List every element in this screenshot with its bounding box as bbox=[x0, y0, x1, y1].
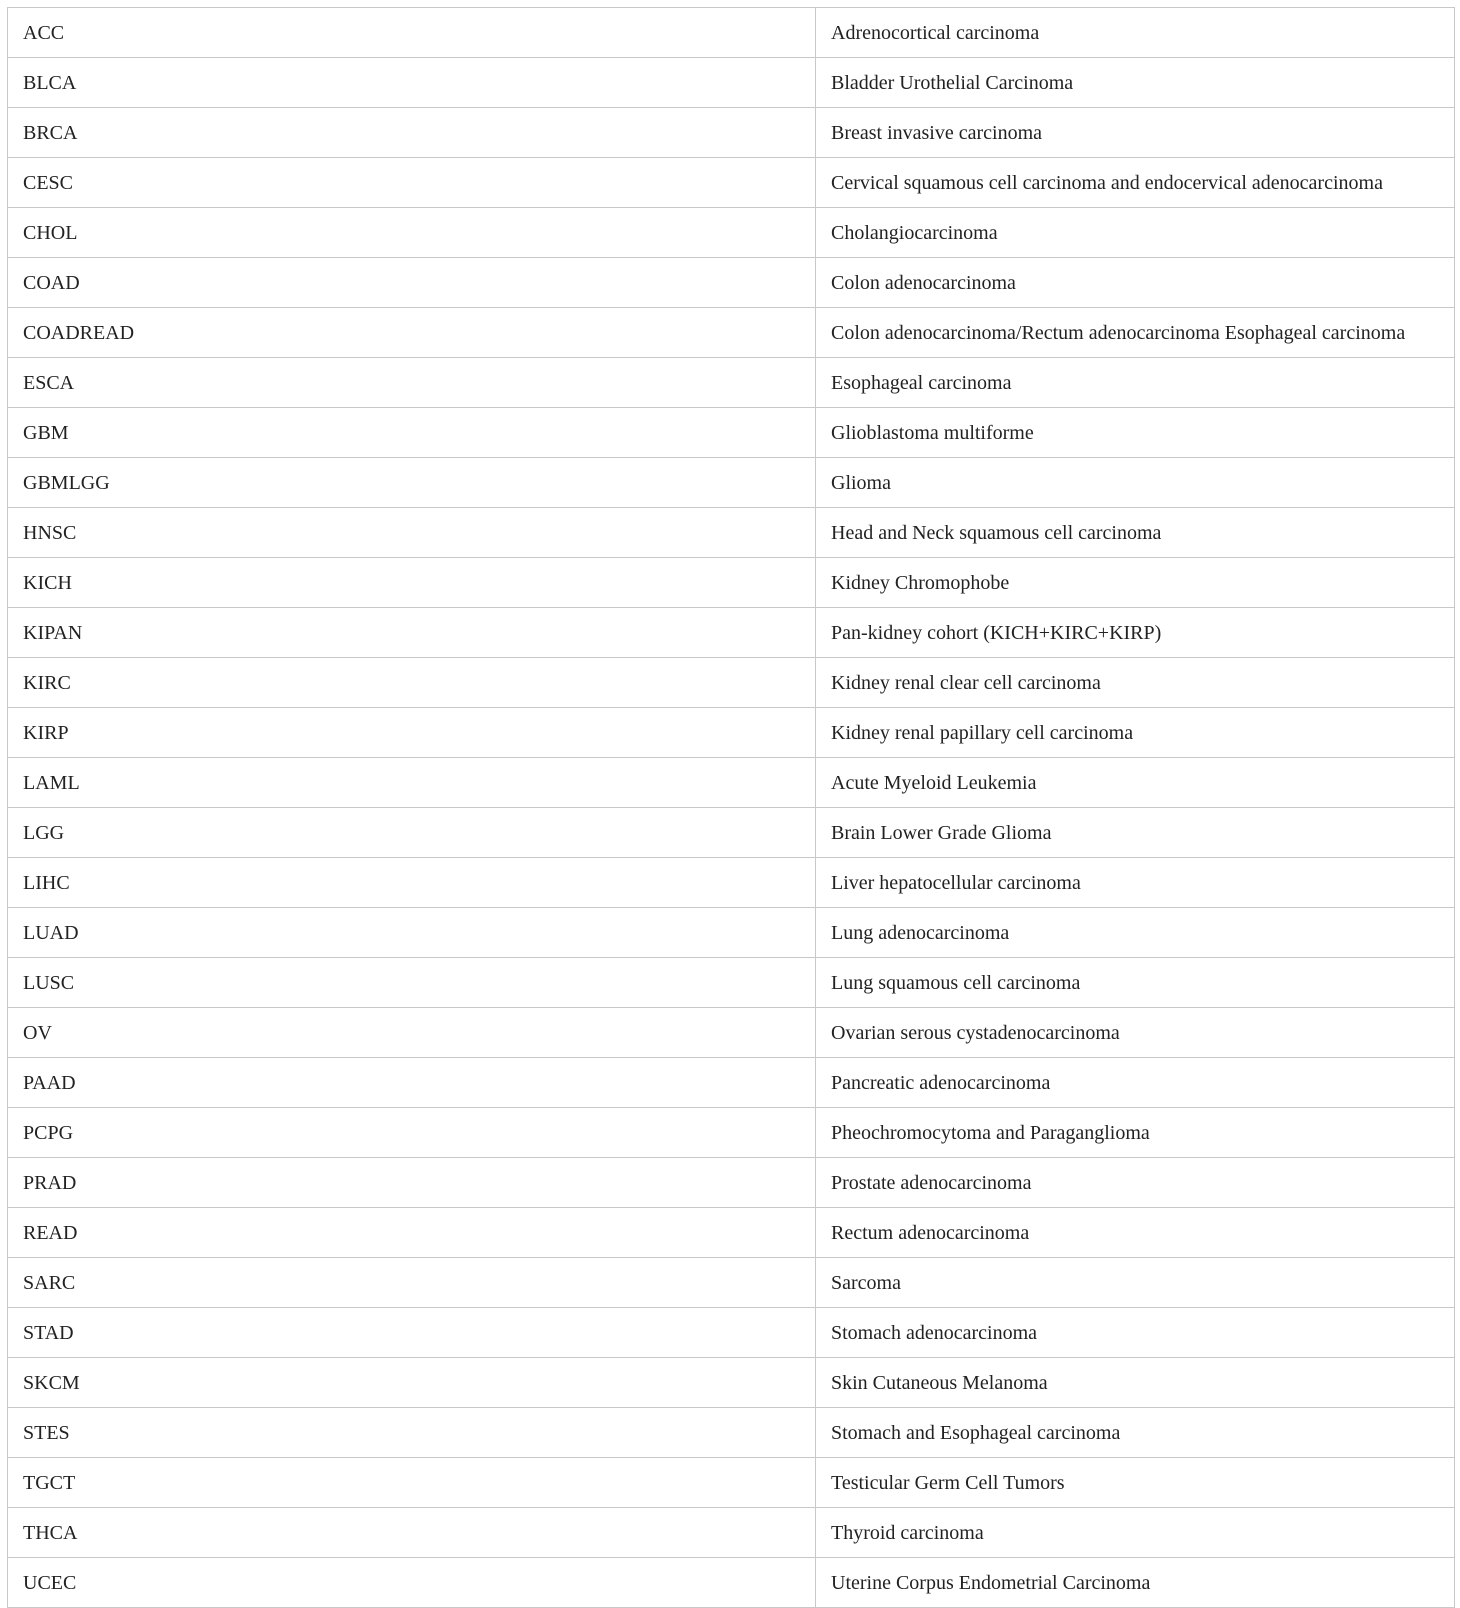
full-name-cell: Stomach adenocarcinoma bbox=[816, 1308, 1455, 1358]
table-row bbox=[8, 758, 1455, 808]
abbreviation-cell: KIPAN bbox=[8, 608, 816, 658]
abbreviation-cell: KICH bbox=[8, 558, 816, 608]
abbreviation-cell: KIRP bbox=[8, 708, 816, 758]
full-name-cell: Head and Neck squamous cell carcinoma bbox=[816, 508, 1455, 558]
abbreviation-cell: SARC bbox=[8, 1258, 816, 1308]
table-row bbox=[8, 1108, 1455, 1158]
full-name-cell: Cervical squamous cell carcinoma and endocervical adenocarcinoma bbox=[816, 158, 1455, 208]
table-row bbox=[8, 8, 1455, 58]
table-body bbox=[8, 8, 1455, 1608]
full-name-cell: Thyroid carcinoma bbox=[816, 1508, 1455, 1558]
full-name-cell: Kidney Chromophobe bbox=[816, 558, 1455, 608]
table-row bbox=[8, 1458, 1455, 1508]
table-row bbox=[8, 458, 1455, 508]
table-row bbox=[8, 858, 1455, 908]
full-name-cell: Sarcoma bbox=[816, 1258, 1455, 1308]
full-name-cell: Colon adenocarcinoma bbox=[816, 258, 1455, 308]
table-row bbox=[8, 958, 1455, 1008]
abbreviation-cell: GBMLGG bbox=[8, 458, 816, 508]
abbreviation-cell: GBM bbox=[8, 408, 816, 458]
table-row bbox=[8, 358, 1455, 408]
table-row bbox=[8, 908, 1455, 958]
abbreviation-cell: ACC bbox=[8, 8, 816, 58]
table-row bbox=[8, 108, 1455, 158]
abbreviation-table bbox=[7, 7, 1455, 1608]
full-name-cell: Testicular Germ Cell Tumors bbox=[816, 1458, 1455, 1508]
full-name-cell: Adrenocortical carcinoma bbox=[816, 8, 1455, 58]
abbreviation-cell: KIRC bbox=[8, 658, 816, 708]
full-name-cell: Pheochromocytoma and Paraganglioma bbox=[816, 1108, 1455, 1158]
table-row bbox=[8, 1408, 1455, 1458]
table-row bbox=[8, 1308, 1455, 1358]
full-name-cell: Pan-kidney cohort (KICH+KIRC+KIRP) bbox=[816, 608, 1455, 658]
full-name-cell: Skin Cutaneous Melanoma bbox=[816, 1358, 1455, 1408]
abbreviation-cell: LIHC bbox=[8, 858, 816, 908]
table-row bbox=[8, 1508, 1455, 1558]
table-row bbox=[8, 808, 1455, 858]
full-name-cell: Glioblastoma multiforme bbox=[816, 408, 1455, 458]
table-row bbox=[8, 1058, 1455, 1108]
abbreviation-cell: BRCA bbox=[8, 108, 816, 158]
abbreviation-cell: LUAD bbox=[8, 908, 816, 958]
full-name-cell: Uterine Corpus Endometrial Carcinoma bbox=[816, 1558, 1455, 1608]
abbreviation-cell: STAD bbox=[8, 1308, 816, 1358]
table-row bbox=[8, 1208, 1455, 1258]
table-row bbox=[8, 58, 1455, 108]
abbreviation-cell: BLCA bbox=[8, 58, 816, 108]
abbreviation-cell: CESC bbox=[8, 158, 816, 208]
abbreviation-cell: TGCT bbox=[8, 1458, 816, 1508]
abbreviation-table-container bbox=[7, 7, 1454, 1608]
full-name-cell: Colon adenocarcinoma/Rectum adenocarcinoma Esophageal carcinoma bbox=[816, 308, 1455, 358]
abbreviation-cell: SKCM bbox=[8, 1358, 816, 1408]
abbreviation-cell: COAD bbox=[8, 258, 816, 308]
table-row bbox=[8, 408, 1455, 458]
table-row bbox=[8, 1358, 1455, 1408]
full-name-cell: Cholangiocarcinoma bbox=[816, 208, 1455, 258]
full-name-cell: Stomach and Esophageal carcinoma bbox=[816, 1408, 1455, 1458]
full-name-cell: Lung squamous cell carcinoma bbox=[816, 958, 1455, 1008]
abbreviation-cell: CHOL bbox=[8, 208, 816, 258]
table-row bbox=[8, 658, 1455, 708]
full-name-cell: Esophageal carcinoma bbox=[816, 358, 1455, 408]
abbreviation-cell: LAML bbox=[8, 758, 816, 808]
full-name-cell: Bladder Urothelial Carcinoma bbox=[816, 58, 1455, 108]
full-name-cell: Breast invasive carcinoma bbox=[816, 108, 1455, 158]
full-name-cell: Kidney renal clear cell carcinoma bbox=[816, 658, 1455, 708]
table-row bbox=[8, 608, 1455, 658]
abbreviation-cell: LGG bbox=[8, 808, 816, 858]
table-row bbox=[8, 208, 1455, 258]
full-name-cell: Rectum adenocarcinoma bbox=[816, 1208, 1455, 1258]
full-name-cell: Brain Lower Grade Glioma bbox=[816, 808, 1455, 858]
table-row bbox=[8, 1008, 1455, 1058]
abbreviation-cell: UCEC bbox=[8, 1558, 816, 1608]
abbreviation-cell: LUSC bbox=[8, 958, 816, 1008]
abbreviation-cell: PRAD bbox=[8, 1158, 816, 1208]
table-row bbox=[8, 508, 1455, 558]
table-row bbox=[8, 258, 1455, 308]
abbreviation-cell: COADREAD bbox=[8, 308, 816, 358]
full-name-cell: Liver hepatocellular carcinoma bbox=[816, 858, 1455, 908]
full-name-cell: Lung adenocarcinoma bbox=[816, 908, 1455, 958]
table-row bbox=[8, 708, 1455, 758]
table-row bbox=[8, 158, 1455, 208]
table-row bbox=[8, 1558, 1455, 1608]
abbreviation-cell: READ bbox=[8, 1208, 816, 1258]
abbreviation-cell: HNSC bbox=[8, 508, 816, 558]
full-name-cell: Glioma bbox=[816, 458, 1455, 508]
table-row bbox=[8, 1258, 1455, 1308]
abbreviation-cell: THCA bbox=[8, 1508, 816, 1558]
abbreviation-cell: STES bbox=[8, 1408, 816, 1458]
abbreviation-cell: ESCA bbox=[8, 358, 816, 408]
full-name-cell: Pancreatic adenocarcinoma bbox=[816, 1058, 1455, 1108]
table-row bbox=[8, 1158, 1455, 1208]
table-row bbox=[8, 308, 1455, 358]
abbreviation-cell: OV bbox=[8, 1008, 816, 1058]
abbreviation-cell: PCPG bbox=[8, 1108, 816, 1158]
full-name-cell: Ovarian serous cystadenocarcinoma bbox=[816, 1008, 1455, 1058]
full-name-cell: Prostate adenocarcinoma bbox=[816, 1158, 1455, 1208]
full-name-cell: Kidney renal papillary cell carcinoma bbox=[816, 708, 1455, 758]
abbreviation-cell: PAAD bbox=[8, 1058, 816, 1108]
full-name-cell: Acute Myeloid Leukemia bbox=[816, 758, 1455, 808]
table-row bbox=[8, 558, 1455, 608]
